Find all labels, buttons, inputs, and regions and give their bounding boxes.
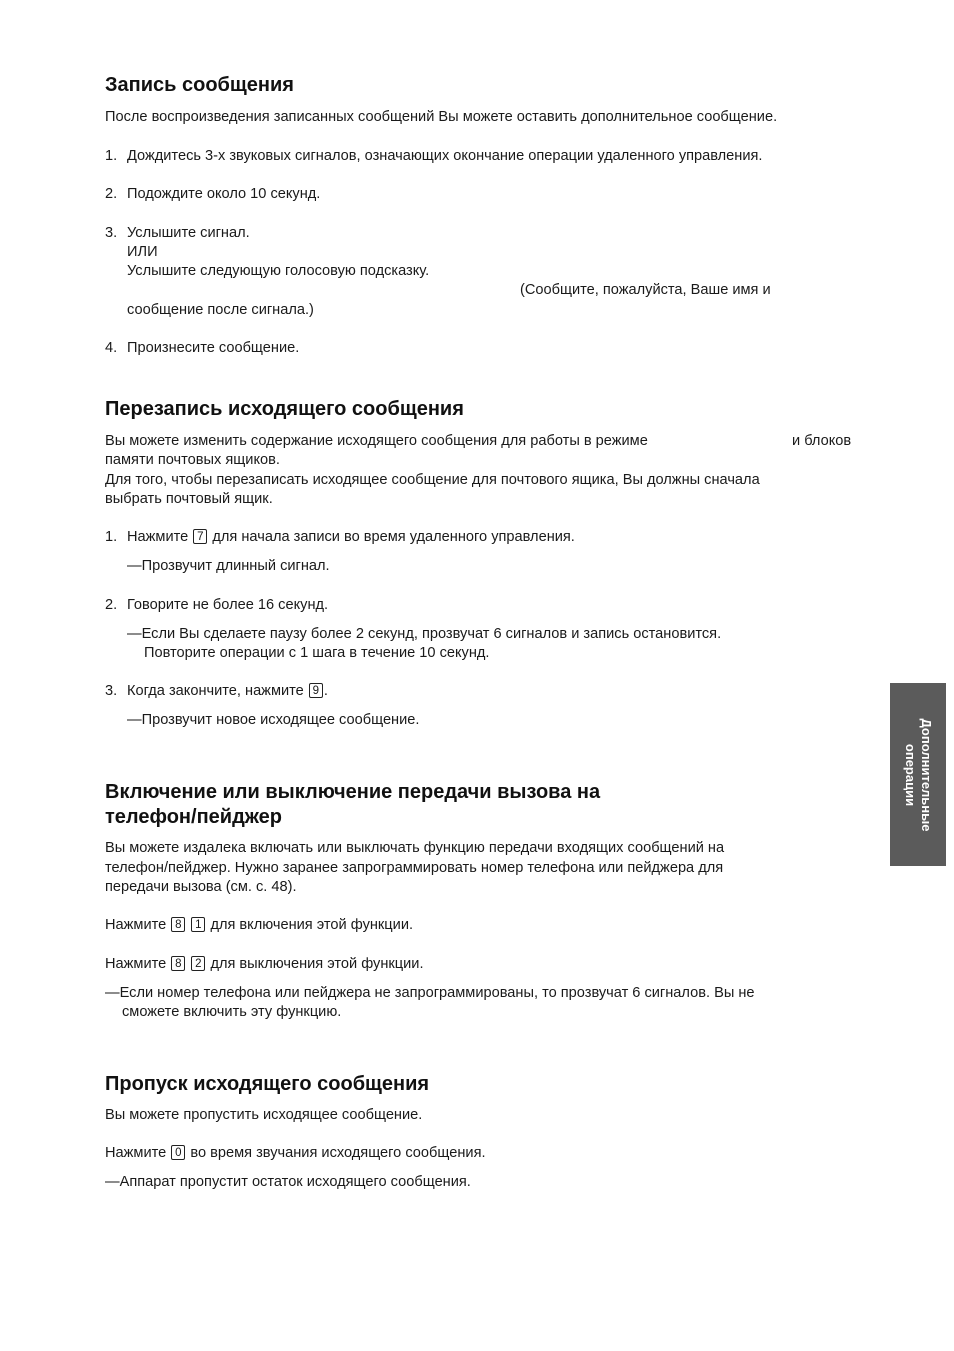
section-intro: Вы можете издалека включать или выключать функцию передачи входящих сообщений на [105, 840, 725, 856]
step-text: Подождите около 10 секунд. [127, 186, 321, 202]
instruction-text: для включения этой функции. [210, 917, 414, 933]
step-text: Нажмите [127, 529, 189, 545]
key-7-icon: 7 [193, 529, 207, 544]
step-number: 2. [105, 186, 118, 202]
key-0-icon: 0 [171, 1145, 185, 1160]
section-intro: памяти почтовых ящиков. [105, 452, 280, 468]
instruction-line [105, 916, 413, 936]
section-intro: После воспроизведения записанных сообщений Вы можете оставить дополнительное сообщение. [105, 109, 778, 125]
key-2-icon: 2 [191, 956, 205, 971]
step-or-text: ИЛИ [127, 244, 158, 260]
step-number: 4. [105, 340, 118, 356]
side-section-tab [890, 683, 946, 866]
note-text: —Аппарат пропустит остаток исходящего сообщения. [105, 1174, 471, 1190]
side-tab-label [902, 718, 934, 831]
step-line [127, 528, 575, 548]
instruction-text: Нажмите [105, 1145, 167, 1161]
step-number: 1. [105, 529, 118, 545]
step-number: 3. [105, 683, 118, 699]
section-title-record-message: Запись сообщения [105, 74, 294, 96]
section-title-call-transfer: Включение или выключение передачи вызова на [105, 781, 601, 803]
section-intro: и блоков [792, 433, 852, 449]
step-text: Услышите сигнал. [127, 225, 250, 241]
section-title-rerecord-outgoing: Перезапись исходящего сообщения [105, 398, 464, 420]
step-line [127, 682, 328, 702]
instruction-text: во время звучания исходящего сообщения. [190, 1145, 486, 1161]
step-note: —Прозвучит длинный сигнал. [127, 558, 330, 574]
step-text: для начала записи во время удаленного управления. [212, 529, 575, 545]
instruction-text: для выключения этой функции. [210, 956, 424, 972]
step-alt-text: Услышите следующую голосовую подсказку. [127, 263, 430, 279]
section-title-call-transfer: телефон/пейджер [105, 806, 283, 828]
step-text: Говорите не более 16 секунд. [127, 597, 329, 613]
section-intro: передачи вызова (см. с. 48). [105, 879, 297, 895]
note-text: —Если номер телефона или пейджера не запрограммированы, то прозвучат 6 сигналов. Вы не [105, 985, 755, 1001]
voice-prompt-text: сообщение после сигнала.) [127, 302, 314, 318]
side-tab-line: Дополнительные [919, 718, 934, 831]
section-title-skip-outgoing: Пропуск исходящего сообщения [105, 1073, 430, 1095]
step-number: 3. [105, 225, 118, 241]
step-text: Когда закончите, нажмите [127, 683, 304, 699]
step-note: Повторите операции с 1 шага в течение 10 секунд. [144, 645, 490, 661]
step-number: 2. [105, 597, 118, 613]
section-intro: выбрать почтовый ящик. [105, 491, 273, 507]
key-9-icon: 9 [309, 683, 323, 698]
section-intro: Вы можете пропустить исходящее сообщение. [105, 1107, 423, 1123]
side-tab-line: операции [903, 743, 918, 806]
step-note: —Прозвучит новое исходящее сообщение. [127, 712, 420, 728]
step-text: . [323, 683, 328, 699]
key-8-icon: 8 [171, 956, 185, 971]
step-text: Произнесите сообщение. [127, 340, 300, 356]
instruction-text: Нажмите [105, 917, 167, 933]
section-intro: Вы можете изменить содержание исходящего сообщения для работы в режиме [105, 433, 648, 449]
key-8-icon: 8 [171, 917, 185, 932]
section-intro: телефон/пейджер. Нужно заранее запрограммировать номер телефона или пейджера для [105, 860, 724, 876]
step-number: 1. [105, 148, 118, 164]
instruction-line [105, 955, 424, 975]
step-note: —Если Вы сделаете паузу более 2 секунд, прозвучат 6 сигналов и запись остановится. [127, 626, 722, 642]
key-1-icon: 1 [191, 917, 205, 932]
instruction-text: Нажмите [105, 956, 167, 972]
voice-prompt-text: (Сообщите, пожалуйста, Ваше имя и [520, 282, 771, 298]
instruction-line [105, 1144, 486, 1164]
section-intro: Для того, чтобы перезаписать исходящее сообщение для почтового ящика, Вы должны сначала [105, 472, 760, 488]
step-text: Дождитесь 3-х звуковых сигналов, означающих окончание операции удаленного управления. [127, 148, 763, 164]
note-text: сможете включить эту функцию. [122, 1004, 342, 1020]
